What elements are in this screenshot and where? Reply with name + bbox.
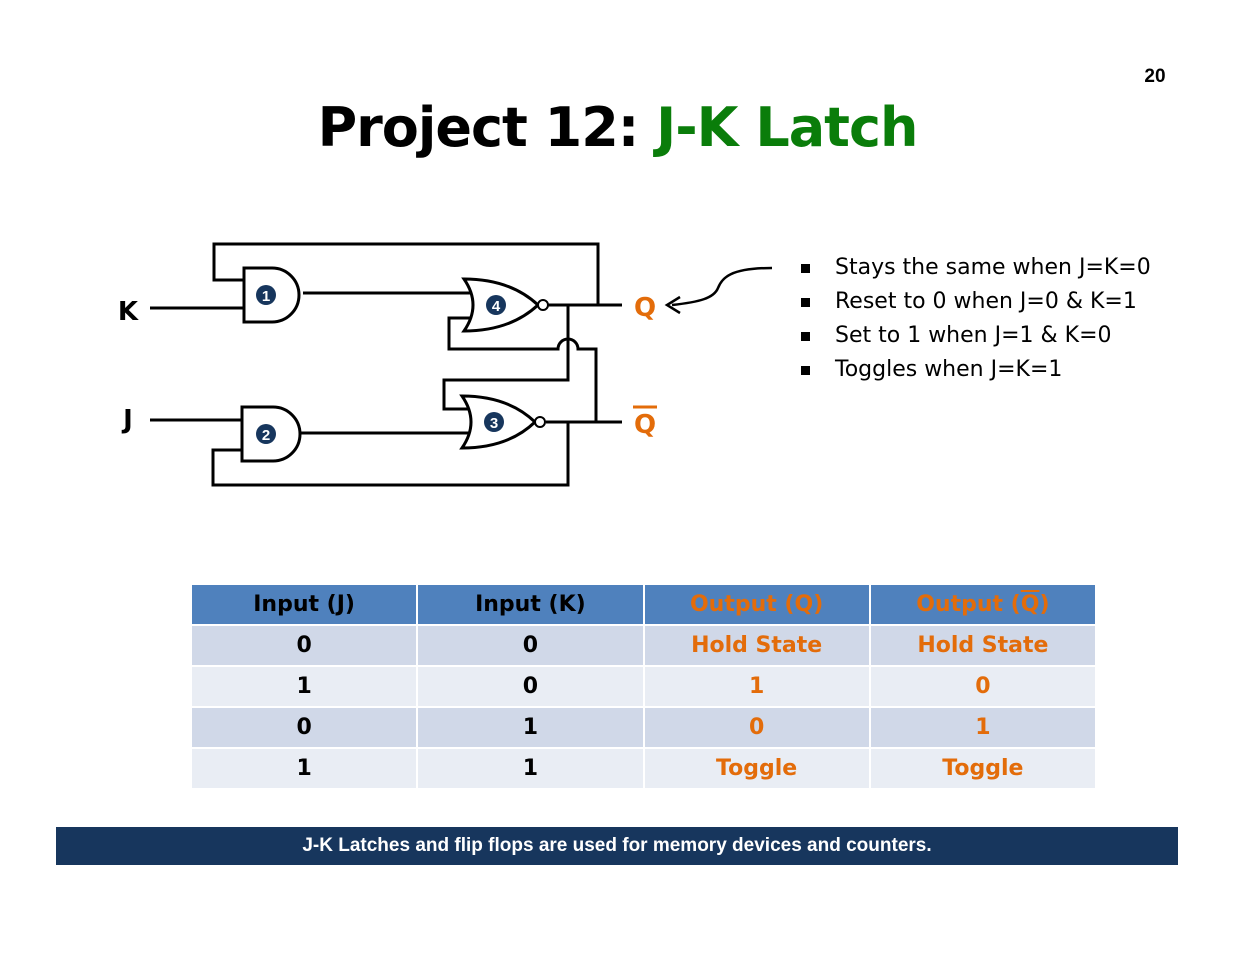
- cell-output-q: 1: [644, 666, 870, 707]
- bullet-square-icon: [801, 366, 810, 375]
- output-qbar-label: Q: [633, 410, 657, 440]
- cell-input-j: 0: [191, 625, 417, 666]
- gate-badge-2: [256, 424, 276, 444]
- bullet-item: Stays the same when J=K=0: [798, 252, 1151, 286]
- cell-input-k: 0: [417, 666, 643, 707]
- table-row: [191, 748, 1096, 789]
- cell-output-qbar: Toggle: [870, 748, 1096, 789]
- cell-output-q: Toggle: [644, 748, 870, 789]
- cell-input-k: 1: [417, 707, 643, 748]
- svg-text:3: 3: [489, 415, 499, 432]
- table-row: [191, 707, 1096, 748]
- title-accent: J-K Latch: [656, 96, 918, 159]
- bullet-square-icon: [801, 298, 810, 307]
- output-q-label: Q: [633, 293, 657, 323]
- svg-text:1: 1: [261, 288, 271, 305]
- bullet-list: [798, 252, 1151, 388]
- table-header-row: [191, 584, 1096, 625]
- bullet-item: Toggles when J=K=1: [798, 354, 1151, 388]
- bullet-item: Set to 1 when J=1 & K=0: [798, 320, 1151, 354]
- cell-input-k: 0: [417, 625, 643, 666]
- cell-input-j: 1: [191, 748, 417, 789]
- cell-input-j: 1: [191, 666, 417, 707]
- table-row: [191, 666, 1096, 707]
- bullet-square-icon: [801, 264, 810, 273]
- svg-text:4: 4: [491, 298, 501, 315]
- input-j-label: J: [123, 405, 133, 435]
- header-output-qbar: Output $(\overline{Q})$: [870, 584, 1096, 625]
- cell-output-q: 0: [644, 707, 870, 748]
- header-input-k: Input (K): [417, 584, 643, 625]
- gate-badge-3: [484, 412, 504, 432]
- cell-input-k: 1: [417, 748, 643, 789]
- nor-gate-3-bubble: [535, 417, 545, 427]
- input-k-label: K: [117, 297, 139, 327]
- cell-output-q: Hold State: [644, 625, 870, 666]
- bullet-item: Reset to 0 when J=0 & K=1: [798, 286, 1151, 320]
- table-row: [191, 625, 1096, 666]
- header-input-j: Input (J): [191, 584, 417, 625]
- cell-output-qbar: Hold State: [870, 625, 1096, 666]
- truth-table: [190, 583, 1097, 790]
- curved-arrow-icon: [672, 268, 772, 305]
- bullet-square-icon: [801, 332, 810, 341]
- footer-banner: J-K Latches and flip flops are used for memory devices and counters.: [56, 827, 1178, 865]
- page-number: 20: [1144, 66, 1166, 87]
- cell-output-qbar: 1: [870, 707, 1096, 748]
- header-output-q: Output (Q): [644, 584, 870, 625]
- title-prefix: Project 12:: [317, 96, 657, 159]
- gate-badge-1: [256, 285, 276, 305]
- cell-output-qbar: 0: [870, 666, 1096, 707]
- gate-badge-4: [486, 295, 506, 315]
- svg-text:2: 2: [261, 427, 271, 444]
- cell-input-j: 0: [191, 707, 417, 748]
- nor-gate-4-bubble: [538, 300, 548, 310]
